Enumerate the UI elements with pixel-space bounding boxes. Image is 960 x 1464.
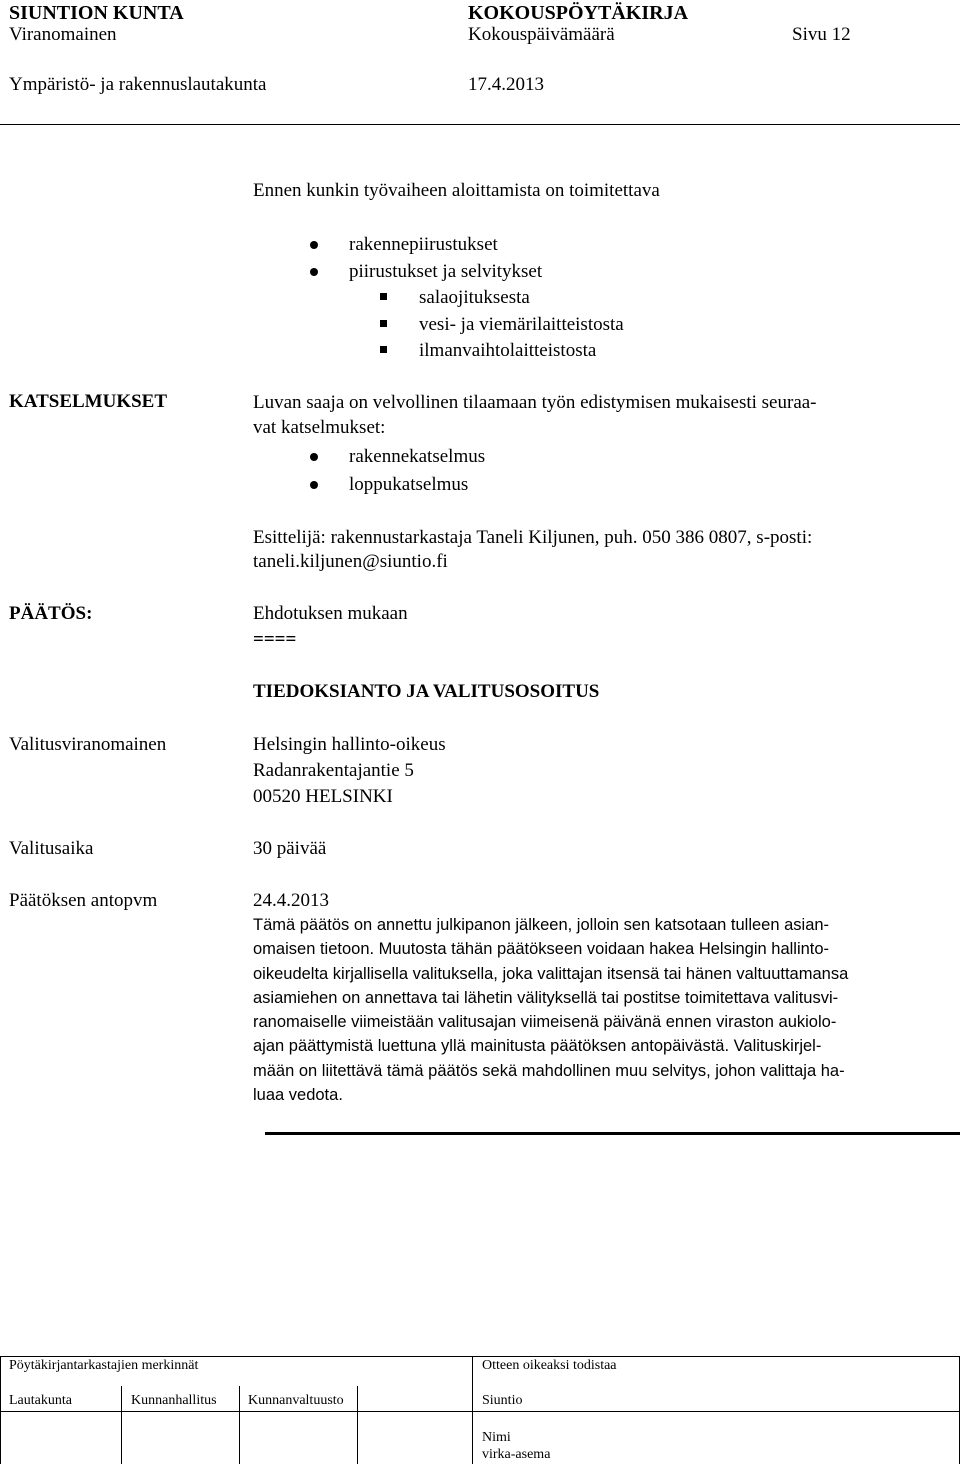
list-item: vesi- ja viemärilaitteistosta (388, 312, 624, 339)
list-item: loppukatselmus (318, 471, 485, 499)
header-divider (0, 124, 960, 125)
authority-name: Ympäristö- ja rakennuslautakunta (9, 74, 267, 95)
issue-date-value: 24.4.2013 (253, 890, 329, 911)
footer-middle-line (472, 1356, 473, 1464)
bullet-square-icon (380, 320, 387, 327)
bullet-dot-icon (310, 453, 318, 461)
list-item: piirustukset ja selvitykset (318, 259, 542, 286)
decision-text: Ehdotuksen mukaan (253, 603, 408, 624)
inspections-line-2: vat katselmukset: (253, 417, 386, 438)
footer-col-line (357, 1386, 358, 1464)
appeal-title: TIEDOKSIANTO JA VALITUSOSOITUS (253, 681, 600, 702)
sub-bullet-list (388, 285, 624, 365)
footer-col-line (239, 1386, 240, 1464)
bullet-dot-icon (310, 241, 318, 249)
main-bullet-list (318, 232, 542, 285)
appeal-authority-line: Helsingin hallinto-oikeus (253, 734, 446, 755)
appeal-time-label: Valitusaika (9, 838, 94, 859)
document-type: KOKOUSPÖYTÄKIRJA (468, 2, 689, 24)
appeal-authority-label: Valitusviranomainen (9, 734, 167, 755)
decision-marker: ==== (253, 629, 297, 650)
meeting-date: 17.4.2013 (468, 74, 544, 95)
presenter-line-1: Esittelijä: rakennustarkastaja Taneli Kiljunen, puh. 050 386 0807, s-posti: (253, 527, 813, 548)
footer-copy-label: Otteen oikeaksi todistaa (482, 1358, 617, 1373)
list-item: ilmanvaihtolaitteistosta (388, 338, 624, 365)
bullet-dot-icon (310, 268, 318, 276)
footer-body-assembly: Kunnanvaltuusto (248, 1393, 344, 1408)
org-name: SIUNTION KUNTA (9, 2, 184, 24)
footer-row-line (0, 1411, 960, 1412)
authority-label: Viranomainen (9, 24, 117, 45)
decision-label: PÄÄTÖS: (9, 603, 93, 624)
appeal-authority-line: 00520 HELSINKI (253, 786, 393, 807)
footer-top-line (0, 1356, 960, 1357)
bullet-dot-icon (310, 481, 318, 489)
date-label: Kokouspäivämäärä (468, 24, 615, 45)
bullet-square-icon (380, 293, 387, 300)
footer-review-label: Pöytäkirjantarkastajien merkinnät (9, 1358, 199, 1373)
footer-place: Siuntio (482, 1393, 523, 1408)
presenter-line-2: taneli.kiljunen@siuntio.fi (253, 551, 448, 572)
footer-col-line (121, 1386, 122, 1464)
footer-name-label: Nimi (482, 1430, 511, 1445)
footer-title-label: virka-asema (482, 1447, 551, 1462)
footer-body-council: Kunnanhallitus (131, 1393, 217, 1408)
inspections-label: KATSELMUKSET (9, 391, 168, 412)
page-number: Sivu 12 (792, 24, 851, 45)
list-item: rakennekatselmus (318, 443, 485, 471)
list-item: salaojituksesta (388, 285, 624, 312)
footer-left-line (0, 1356, 1, 1464)
bullet-square-icon (380, 346, 387, 353)
footer-body-board: Lautakunta (9, 1393, 72, 1408)
intro-text: Ennen kunkin työvaiheen aloittamista on toimitettava (253, 180, 660, 201)
inspections-list (318, 443, 485, 499)
appeal-time-value: 30 päivää (253, 838, 327, 859)
inspections-line-1: Luvan saaja on velvollinen tilaamaan työn edistymisen mukaisesti seuraa- (253, 392, 817, 413)
appeal-authority-line: Radanrakentajantie 5 (253, 760, 414, 781)
issue-date-label: Päätöksen antopvm (9, 890, 158, 911)
section-end-rule (265, 1132, 960, 1135)
list-item: rakennepiirustukset (318, 232, 542, 259)
appeal-instructions: Tämä päätös on annettu julkipanon jälkeen, jolloin sen katsotaan tulleen asian- omaisen tietoon. Muutosta tähän päätökseen voidaan hakea Helsingin hallinto- oikeudelta kirjallisella valituksella, joka valittajan itsensä tai hänen valtuuttamansa asiamiehen on annettava tai lähetin välityksellä tai postitse toimitettava valitusvi- ranomaiselle viimeistään valitusajan viimeisenä päivänä ennen viraston aukiolo- ajan päättymistä luettuna yllä mainitusta päätöksen antopäivästä. Valituskirjel- mään on liitettävä tämä päätös sekä mahdollinen muu selvitys, johon valittaja ha- luaa vedota. (253, 916, 849, 1105)
